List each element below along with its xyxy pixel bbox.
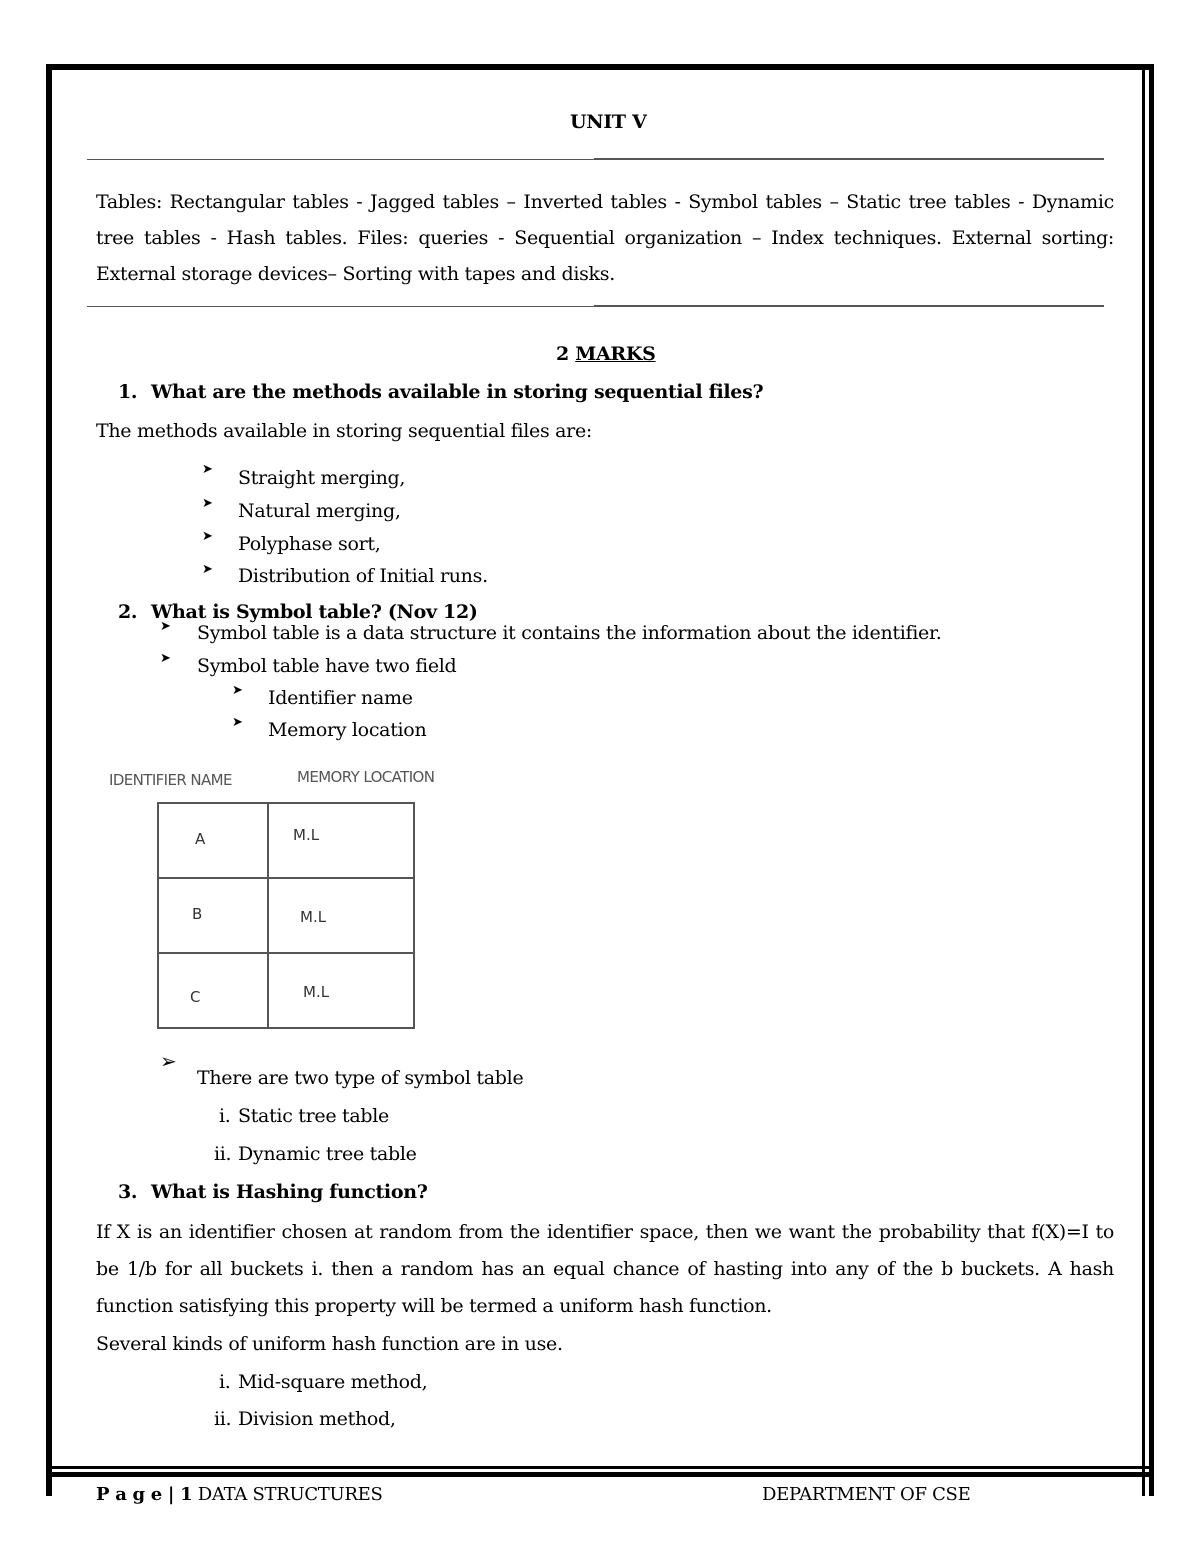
page-number-label: P a g e | 1 <box>96 1484 193 1505</box>
table-cell-identifier: A <box>195 830 206 848</box>
list-item-number: i. <box>219 1371 231 1393</box>
page-border-right-outer <box>1149 64 1154 1496</box>
arrow-bullet-icon: ➤ <box>160 651 171 666</box>
list-item-number: ii. <box>214 1143 232 1165</box>
table-cell-location: M.L <box>293 826 320 844</box>
page-border-top <box>46 64 1154 70</box>
list-item: Identifier name <box>268 687 413 709</box>
list-item-number: ii. <box>214 1408 232 1430</box>
arrow-bullet-icon: ➤ <box>160 619 171 634</box>
question-2-bullet-1: Symbol table is a data structure it contains the information about the identifier. <box>197 622 942 644</box>
list-item: Straight merging, <box>238 467 406 489</box>
section-heading-title: MARKS <box>575 343 656 365</box>
table-cell-location: M.L <box>303 983 330 1001</box>
list-item: Division method, <box>238 1408 396 1430</box>
page-border-right <box>1142 64 1145 1496</box>
list-item: Dynamic tree table <box>238 1143 417 1165</box>
page-border-bottom <box>46 1466 1154 1469</box>
question-2-number: 2. <box>118 601 138 623</box>
page-border-bottom-outer <box>46 1472 1154 1477</box>
footer-subject: DATA STRUCTURES <box>197 1484 383 1505</box>
table-cell-location: M.L <box>300 908 327 926</box>
list-item: Natural merging, <box>238 500 401 522</box>
table-header-memory-location: MEMORY LOCATION <box>297 768 435 786</box>
arrow-bullet-icon: ➤ <box>232 715 243 730</box>
divider-top-accent <box>594 158 1104 160</box>
question-3: What is Hashing function? <box>151 1181 428 1203</box>
table-header-identifier-name: IDENTIFIER NAME <box>109 771 232 789</box>
section-heading-prefix: 2 <box>556 343 576 365</box>
list-item: Polyphase sort, <box>238 533 381 555</box>
page-border-left <box>46 64 52 1496</box>
footer-left <box>96 1483 383 1507</box>
question-3-answer: If X is an identifier chosen at random from the identifier space, then we want the probability that f(X)=I to be 1/b for all buckets i. then a random has an equal chance of hasting into any of the b buckets. A hash function satisfying this property will be termed a uniform hash function. <box>96 1221 1114 1317</box>
divider-bottom-accent <box>594 305 1104 307</box>
table-cell-identifier: B <box>192 905 203 923</box>
footer-department: DEPARTMENT OF CSE <box>762 1484 971 1505</box>
list-item: Static tree table <box>238 1105 389 1127</box>
hash-kinds-intro: Several kinds of uniform hash function are in use. <box>96 1333 563 1355</box>
arrow-bullet-icon: ➤ <box>202 529 213 544</box>
arrow-bullet-icon: ➤ <box>202 562 213 577</box>
question-1-answer-intro: The methods available in storing sequential files are: <box>96 420 592 442</box>
list-item: Memory location <box>268 719 427 741</box>
list-item-number: i. <box>219 1105 231 1127</box>
list-item: Distribution of Initial runs. <box>238 565 488 587</box>
arrow-bullet-icon: ➤ <box>202 462 213 477</box>
arrow-bullet-icon: ➤ <box>202 496 213 511</box>
arrow-bullet-icon: ➤ <box>232 683 243 698</box>
question-2-bullet-2: Symbol table have two field <box>197 655 457 677</box>
question-1-number: 1. <box>118 381 138 403</box>
symbol-table-types-intro: There are two type of symbol table <box>197 1067 524 1089</box>
list-item: Mid-square method, <box>238 1371 428 1393</box>
question-3-number: 3. <box>118 1181 138 1203</box>
question-2: What is Symbol table? (Nov 12) <box>151 601 478 623</box>
syllabus-text: Tables: Rectangular tables - Jagged tables – Inverted tables - Symbol tables – Static tree tables - Dynamic tree tables - Hash tables. Files: queries - Sequential organization – Index techniques. External sorting: External storage devices– Sorting with tapes and disks. <box>96 191 1114 285</box>
arrow-bullet-icon: ➢ <box>160 1049 177 1073</box>
table-cell-identifier: C <box>190 988 201 1006</box>
unit-title: UNIT V <box>570 111 647 133</box>
section-heading <box>556 342 656 366</box>
question-1: What are the methods available in storing sequential files? <box>151 381 764 403</box>
